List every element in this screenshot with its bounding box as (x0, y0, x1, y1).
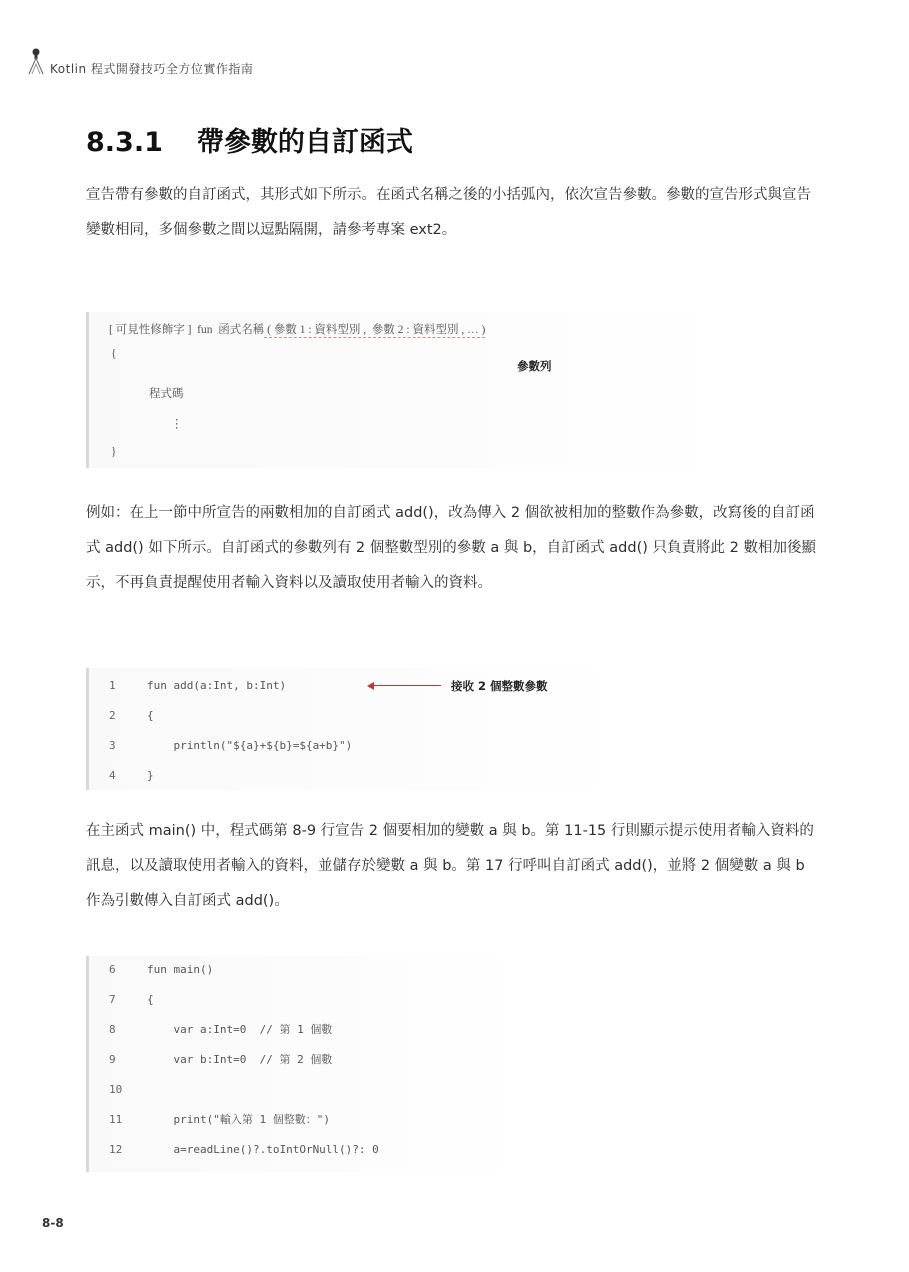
code-block-main (86, 956, 529, 1172)
page-number: 8-8 (42, 1216, 64, 1230)
code-line (109, 958, 213, 982)
mascot-icon (26, 46, 46, 76)
code-text: fun add(a:Int, b:Int) (147, 679, 287, 692)
section-title-text: 帶參數的自訂函式 (196, 127, 413, 158)
code-line (109, 1108, 330, 1132)
section-heading (86, 120, 413, 159)
code-text: println("${a}+${b}=${a+b}") (147, 739, 353, 752)
paragraph-example: 例如：在上一節中所宣告的兩數相加的自訂函式 add()，改為傳入 2 個欲被相加的整數作為參數，改寫後的自訂函式 add() 如下所示。自訂函式的參數列有 2 個整數型別的參數 a 與 b，自訂函式 add() 只負責將此 2 數相加後顯示，不再負責提醒使用者輸入資料以及讀取使用者輸入的資料。 (86, 505, 816, 591)
line-number: 4 (109, 769, 116, 782)
annotation-arrow (373, 685, 441, 686)
syntax-block (86, 312, 739, 468)
parameter-list-label: 參數列 (517, 359, 552, 373)
code-line (109, 704, 154, 728)
code-text: var b:Int=0 // 第 2 個數 (147, 1053, 333, 1066)
line-number: 11 (109, 1113, 123, 1126)
code-text: var a:Int=0 // 第 1 個數 (147, 1023, 333, 1036)
code-line (109, 1078, 147, 1102)
code-line (109, 764, 154, 788)
code-line (109, 734, 352, 758)
header-text: Kotlin 程式開發技巧全方位實作指南 (50, 62, 254, 76)
line-number: 7 (109, 993, 116, 1006)
syntax-line-signature (109, 318, 485, 342)
line-number: 8 (109, 1023, 116, 1036)
code-text: a=readLine()?.toIntOrNull()?: 0 (147, 1143, 379, 1156)
running-header (26, 46, 253, 76)
paragraph-main: 在主函式 main() 中，程式碼第 8-9 行宣告 2 個要相加的變數 a 與 b。第 11-15 行則顯示提示使用者輸入資料的訊息，以及讀取使用者輸入的資料，並儲存於變數 a 與 b。第 17 行呼叫自訂函式 add()，並將 2 個變數 a 與 b 作為引數傳入自訂函式 add()。 (86, 823, 814, 909)
line-number: 2 (109, 709, 116, 722)
syntax-close-brace: } (111, 446, 117, 458)
line-number: 9 (109, 1053, 116, 1066)
code-text: { (147, 993, 154, 1006)
code-text: } (147, 769, 154, 782)
code-line (109, 988, 154, 1012)
syntax-body: 程式碼 (149, 388, 184, 400)
line-number: 12 (109, 1143, 123, 1156)
integer-params-label: 接收 2 個整數參數 (451, 679, 548, 693)
arrow-head-icon (367, 682, 374, 690)
line-number: 3 (109, 739, 116, 752)
code-text: fun main() (147, 963, 214, 976)
section-number: 8.3.1 (86, 127, 163, 158)
code-line (109, 1048, 332, 1072)
code-line (109, 674, 286, 698)
code-line (109, 1018, 332, 1042)
code-line (109, 1138, 379, 1162)
line-number: 1 (109, 679, 116, 692)
code-block-add (86, 668, 634, 790)
paragraph-intro: 宣告帶有參數的自訂函式，其形式如下所示。在函式名稱之後的小括弧內，依次宣告參數。參數的宣告形式與宣告變數相同，多個參數之間以逗點隔開，請參考專案 ext2。 (86, 187, 811, 238)
syntax-parameter-list: ( 參數 1 : 資料型別 , 參數 2 : 資料型別 , … ) (264, 324, 486, 336)
line-number: 6 (109, 963, 116, 976)
syntax-signature-prefix: [ 可見性修飾字 ] fun 函式名稱 (109, 324, 265, 336)
code-text: print("輸入第 1 個整數：") (147, 1113, 330, 1126)
line-number: 10 (109, 1083, 123, 1096)
code-text: { (147, 709, 154, 722)
syntax-open-brace: { (111, 348, 117, 360)
syntax-ellipsis: ⋮ (171, 418, 183, 430)
